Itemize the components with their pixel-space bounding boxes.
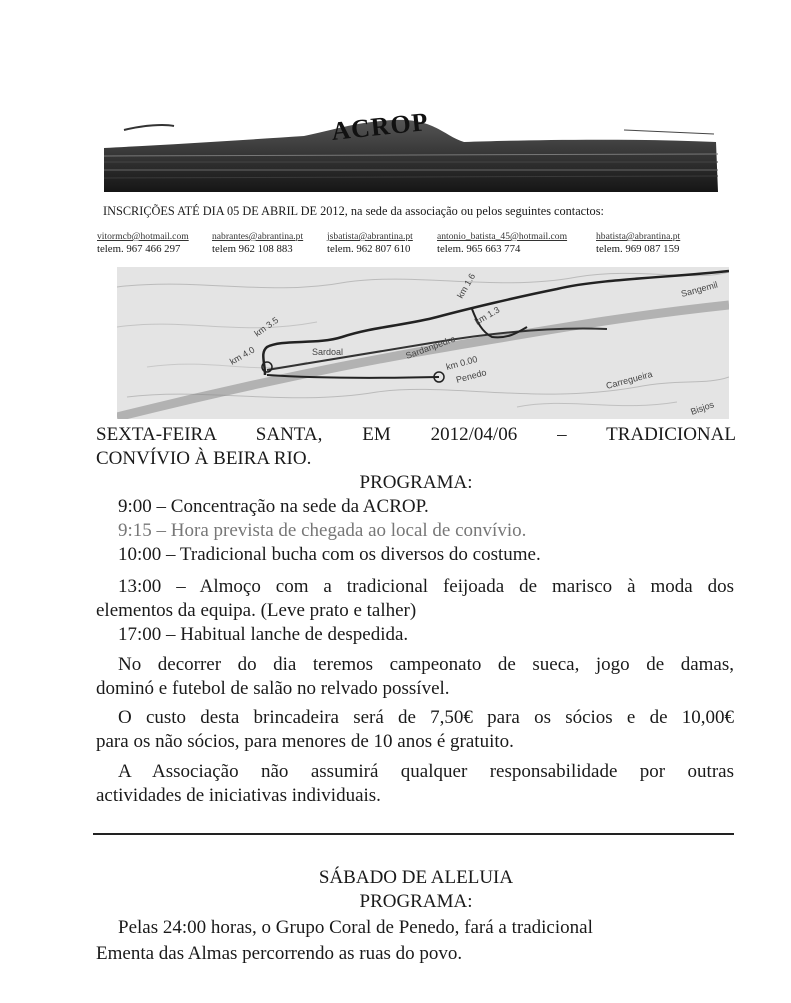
contact-phone: telem. 965 663 774 — [437, 243, 521, 255]
friday-heading-line2: CONVÍVIO À BEIRA RIO. — [96, 448, 312, 469]
saturday-title: SÁBADO DE ALELUIA — [318, 867, 514, 888]
disclaimer-line2: actividades de iniciativas individuais. — [96, 785, 381, 806]
map-label-km16: km 1.6 — [455, 271, 478, 300]
saturday-line1: Pelas 24:00 horas, o Grupo Coral de Penedo, fará a tradicional — [118, 917, 593, 938]
section-divider — [93, 833, 734, 835]
contact-phone: telem. 967 466 297 — [97, 243, 181, 255]
program-item-1000: 10:00 – Tradicional bucha com os diversos do costume. — [118, 544, 541, 565]
contact-1 — [97, 231, 189, 255]
contact-email[interactable]: hbatista@abrantina.pt — [596, 231, 681, 242]
contact-email[interactable]: vitormcb@hotmail.com — [97, 231, 189, 242]
contact-phone: telem 962 108 883 — [212, 243, 293, 255]
map-label-bisjos: Bisjos — [689, 399, 716, 417]
map-label-km00: km 0.00 — [444, 353, 479, 372]
contact-2 — [212, 231, 303, 255]
acrop-logo: ACROP — [329, 106, 430, 147]
contact-email[interactable]: nabrantes@abrantina.pt — [212, 231, 304, 242]
program-item-0900: 9:00 – Concentração na sede da ACROP. — [118, 496, 429, 517]
friday-heading-line1: SEXTA-FEIRA SANTA, EM 2012/04/06 – TRADICIONAL — [96, 424, 736, 445]
registration-deadline: INSCRIÇÕES ATÉ DIA 05 DE ABRIL DE 2012, na sede da associação ou pelos seguintes contactos: — [103, 204, 604, 218]
map-label-sardoal: Sardoal — [312, 347, 344, 357]
program-item-1300-line1: 13:00 – Almoço com a tradicional feijoada de marisco à moda dos — [118, 576, 734, 597]
activities-line2: dominó e futebol de salão no relvado possível. — [96, 678, 450, 699]
cost-line1: O custo desta brincadeira será de 7,50€ para os sócios e de 10,00€ — [118, 707, 734, 728]
map-image — [117, 267, 729, 419]
map-label-km13: km 1.3 — [473, 304, 502, 327]
contact-5 — [596, 231, 680, 255]
activities-line1: No decorrer do dia teremos campeonato de sueca, jogo de damas, — [118, 654, 734, 675]
contacts-row — [0, 231, 791, 263]
cost-line2: para os não sócios, para menores de 10 anos é gratuito. — [96, 731, 514, 752]
map-label-penedo: Penedo — [454, 367, 488, 385]
contact-3 — [327, 231, 413, 255]
program-item-0915: 9:15 – Hora prevista de chegada ao local de convívio. — [118, 520, 527, 541]
friday-program-title: PROGRAMA: — [359, 472, 473, 493]
map-label-carregueira: Carregueira — [604, 368, 654, 391]
map-label-km35: km 3.5 — [252, 314, 281, 339]
saturday-line2: Ementa das Almas percorrendo as ruas do povo. — [96, 943, 463, 964]
saturday-program-title: PROGRAMA: — [359, 891, 473, 912]
contact-phone: telem. 969 087 159 — [596, 243, 680, 255]
map-label-km40: km 4.0 — [228, 344, 257, 367]
program-item-1300-line2: elementos da equipa. (Leve prato e talher) — [96, 600, 417, 621]
map-label-sardanpedro: Sardanpedro — [404, 333, 457, 361]
contact-4 — [437, 231, 567, 255]
disclaimer-line1: A Associação não assumirá qualquer responsabilidade por outras — [118, 761, 734, 782]
map-label-sangemil: Sangemil — [679, 279, 719, 299]
contact-email[interactable]: antonio_batista_45@hotmail.com — [437, 231, 568, 242]
contact-phone: telem. 962 807 610 — [327, 243, 411, 255]
route-map — [117, 267, 729, 419]
contact-email[interactable]: jsbatista@abrantina.pt — [327, 231, 413, 242]
program-item-1700: 17:00 – Habitual lanche de despedida. — [118, 624, 409, 645]
